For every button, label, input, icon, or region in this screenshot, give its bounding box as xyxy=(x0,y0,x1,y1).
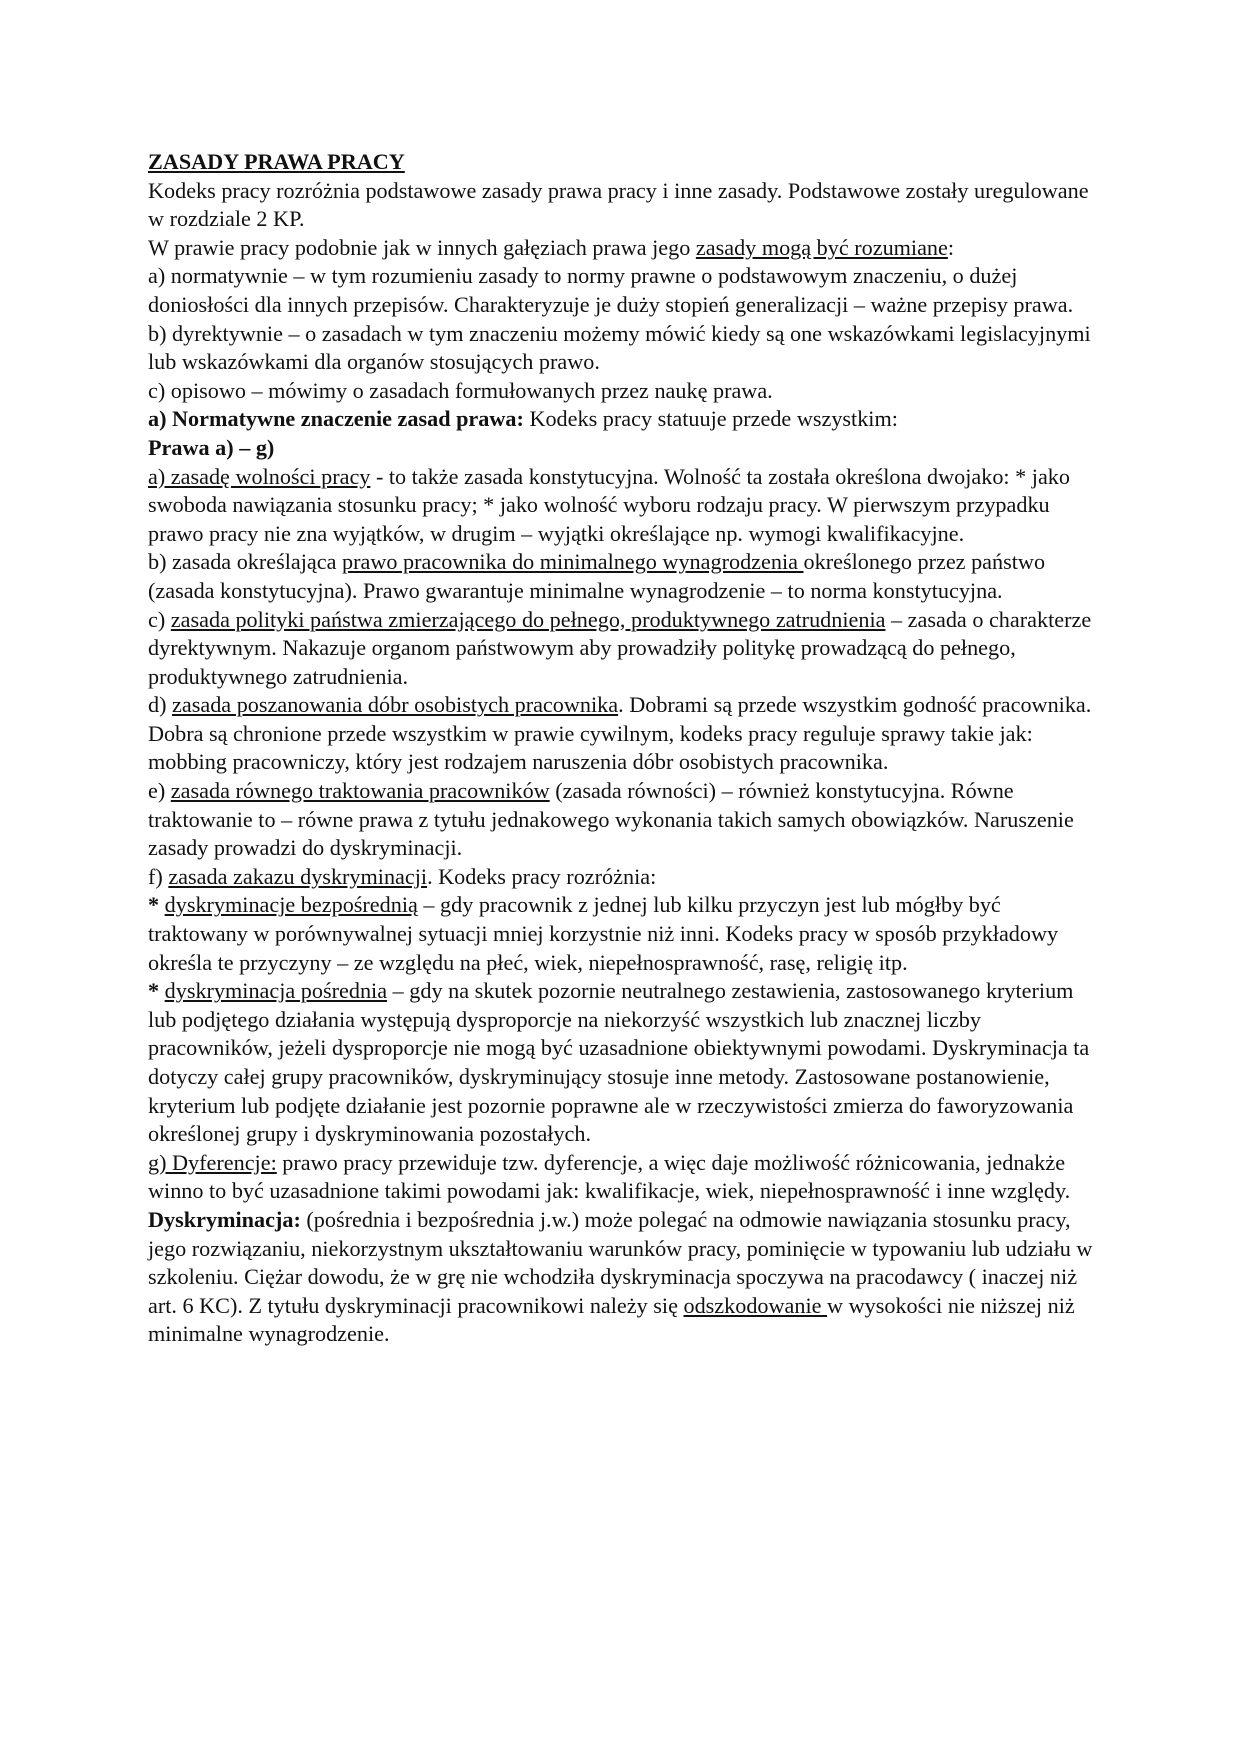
item-a-text: - to także zasada konstytucyjna. Wolność ta została określona dwojako: * jako swoboda nawiązania stosunku pracy; * jako wolność wyboru rodzaju pracy. W pierwszym przypadku prawo pracy nie zna wyjątków, w drugim – wyjątki określające np. wymogi kwalifikacyjne. xyxy=(148,463,1070,546)
item-b-text: określonego przez państwo (zasada konstytucyjna). Prawo gwarantuje minimalne wynagrodzenie – to norma konstytucyjna. xyxy=(148,549,1046,603)
item-f-indirect-text: – gdy na skutek pozornie neutralnego zestawienia, zastosowanego kryterium lub podjętego działania występują dysproporcje na niekorzyść wszystkich lub znacznej liczby pracowników, jeżeli dysproporcje nie mogą być uzasadnione obiektywnymi powodami. Dyskryminacja ta dotyczy całej grupy pracowników, dyskryminujący stosuje inne metody. Zastosowane postanowienie, kryterium lub podjęte działanie jest pozornie poprawne ale w rzeczywistości zmierza do faworyzowania określonej grupy i dyskryminowania pozostałych. xyxy=(148,978,1090,1147)
discrimination-text: (pośrednia i bezpośrednia j.w.) może polegać na odmowie nawiązania stosunku pracy, jego rozwiązaniu, niekorzystnym ukształtowaniu warunków pracy, pominięcie w typowaniu lub udziału w szkoleniu. Ciężar dowodu, że w grę nie wchodziła dyskryminacja spoczywa na pracodawcy ( inaczej niż art. 6 KC). Z tytułu dyskryminacji pracownikowi należy się xyxy=(148,1206,1093,1318)
discrimination-end: w wysokości nie niższej niż minimalne wynagrodzenie. xyxy=(148,1292,1075,1347)
discrimination-underlined: odszkodowanie xyxy=(683,1292,828,1318)
meaning-text: W prawie pracy podobnie jak w innych gałęziach prawa jego xyxy=(148,234,696,260)
meaning-colon: : xyxy=(947,234,955,260)
meaning-a: a) normatywnie – w tym rozumieniu zasady to normy prawne o podstawowym znaczeniu, o dużej doniosłości dla innych przepisów. Charakteryzuje je duży stopień generalizacji – ważne przepisy prawa. xyxy=(148,263,1074,317)
item-f-direct-underlined: dyskryminacje bezpośrednią xyxy=(164,892,418,918)
meaning-underlined: zasady mogą być rozumiane xyxy=(695,234,948,260)
meaning-paragraph xyxy=(148,234,1098,263)
item-f xyxy=(148,863,1098,892)
normative-text: Kodeks pracy statuuje przede wszystkim: xyxy=(523,406,898,432)
item-f-direct xyxy=(148,891,1098,977)
bullet-star: * xyxy=(148,978,165,1004)
discrimination-paragraph xyxy=(148,1206,1098,1349)
item-e-prefix: e) xyxy=(148,778,171,804)
item-d-prefix: d) xyxy=(148,692,173,718)
item-e xyxy=(148,777,1098,863)
item-d-underlined: zasada poszanowania dóbr osobistych pracownika xyxy=(172,692,619,718)
discrimination-bold: Dyskryminacja: xyxy=(148,1206,301,1232)
item-d xyxy=(148,691,1098,777)
item-e-text: (zasada równości) – również konstytucyjna. Równe traktowanie to – równe prawa z tytułu jednakowego wykonania takich samych obowiązków. Naruszenie zasady prowadzi do dyskryminacji. xyxy=(148,778,1074,861)
item-c-underlined: zasada polityki państwa zmierzającego do pełnego, produktywnego zatrudnienia xyxy=(170,606,886,632)
item-b-prefix: b) zasada określająca xyxy=(148,549,343,575)
intro-paragraph: Kodeks pracy rozróżnia podstawowe zasady prawa pracy i inne zasady. Podstawowe zostały uregulowane w rozdziale 2 KP. xyxy=(148,177,1089,232)
item-g-underlined: g) Dyferencje: xyxy=(148,1149,277,1175)
item-f-underlined: zasada zakazu dyskryminacji xyxy=(168,863,428,889)
rights-heading: Prawa a) – g) xyxy=(148,434,275,460)
normative-paragraph xyxy=(148,405,1098,434)
item-d-text: . Dobrami są przede wszystkim godność pracownika. Dobra są chronione przede wszystkim w prawie cywilnym, kodeks pracy reguluje sprawy takie jak: mobbing pracowniczy, który jest rodzajem naruszenia dóbr osobistych pracownika. xyxy=(148,692,1092,775)
item-a-underlined: a) zasadę wolności pracy xyxy=(148,463,371,489)
item-f-prefix: f) xyxy=(148,863,169,889)
item-g-text: prawo pracy przewiduje tzw. dyferencje, a więc daje możliwość różnicowania, jednakże winno to być uzasadnione takimi powodami jak: kwalifikacje, wiek, niepełnosprawność i inne względy. xyxy=(148,1149,1071,1204)
item-b-underlined: prawo pracownika do minimalnego wynagrodzenia xyxy=(342,549,804,575)
item-f-text: . Kodeks pracy rozróżnia: xyxy=(427,863,657,889)
item-c-prefix: c) xyxy=(148,606,171,632)
item-f-direct-text: – gdy pracownik z jednej lub kilku przyczyn jest lub mógłby być traktowany w porównywalnej sytuacji mniej korzystnie niż inni. Kodeks pracy w sposób przykładowy określa te przyczyny – ze względu na płeć, wiek, niepełnosprawność, rasę, religię itp. xyxy=(148,892,1059,975)
item-e-underlined: zasada równego traktowania pracowników xyxy=(170,778,550,804)
meaning-b: b) dyrektywnie – o zasadach w tym znaczeniu możemy mówić kiedy są one wskazówkami legislacyjnymi lub wskazówkami dla organów stosujących prawo. xyxy=(148,320,1091,375)
item-a xyxy=(148,463,1098,549)
document-title: ZASADY PRAWA PRACY xyxy=(148,149,405,174)
item-f-indirect xyxy=(148,977,1098,1149)
item-c xyxy=(148,606,1098,692)
meaning-c: c) opisowo – mówimy o zasadach formułowanych przez naukę prawa. xyxy=(148,377,773,403)
item-g xyxy=(148,1149,1098,1206)
document-page xyxy=(148,148,1098,1349)
bullet-star: * xyxy=(148,892,165,918)
normative-bold: a) Normatywne znaczenie zasad prawa: xyxy=(148,406,524,432)
item-f-indirect-underlined: dyskryminacja pośrednia xyxy=(164,978,388,1004)
item-b xyxy=(148,548,1098,605)
item-c-text: – zasada o charakterze dyrektywnym. Nakazuje organom państwowym aby prowadziły politykę prowadzącą do pełnego, produktywnego zatrudnienia. xyxy=(148,606,1092,689)
